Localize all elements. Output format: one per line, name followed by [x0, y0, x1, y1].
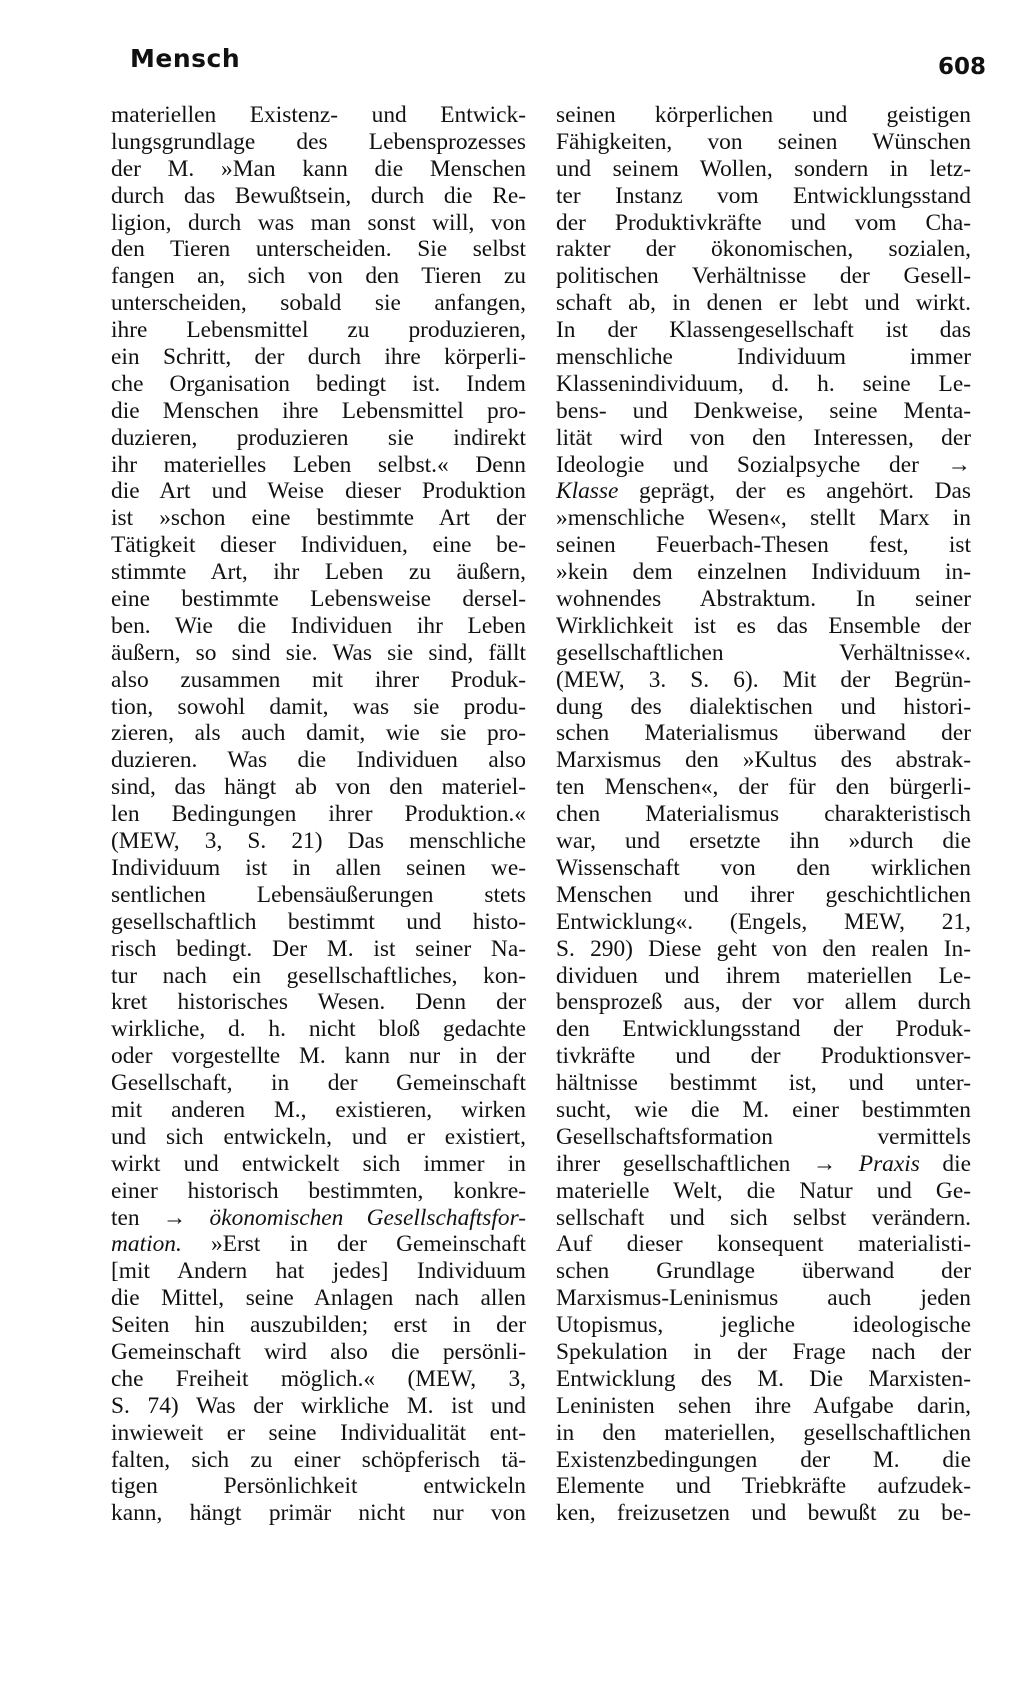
- text-line: äußern, so sind sie. Was sie sind, fällt: [111, 639, 526, 666]
- text-line: Utopismus, jegliche ideologische: [556, 1312, 971, 1339]
- text-line: seinen körperlichen und geistigen: [556, 102, 971, 128]
- text-line: [111, 1231, 526, 1258]
- text-line: zieren, als auch damit, wie sie pro-: [111, 720, 526, 747]
- text-line: den Entwicklungsstand der Produk-: [556, 1016, 971, 1043]
- text-line: schen Materialismus überwand der: [556, 720, 971, 747]
- text-line: menschliche Individuum immer: [556, 344, 971, 371]
- text-segment: die: [919, 1150, 971, 1177]
- text-line: sucht, wie die M. einer bestimmten: [556, 1096, 971, 1123]
- italic-term: Klasse: [556, 478, 619, 505]
- text-line: che Organisation bedingt ist. Indem: [111, 370, 526, 397]
- text-line: mit anderen M., existieren, wirken: [111, 1096, 526, 1123]
- text-line: Entwicklung des M. Die Marxisten-: [556, 1365, 971, 1392]
- text-line: Gemeinschaft wird also die persönli-: [111, 1338, 526, 1365]
- text-line: dung des dialektischen und histori-: [556, 693, 971, 720]
- text-line: Individuum ist in allen seinen we-: [111, 854, 526, 881]
- text-line: chen Materialismus charakteristisch: [556, 801, 971, 828]
- text-line: materielle Welt, die Natur und Ge-: [556, 1177, 971, 1204]
- text-line: ben. Wie die Individuen ihr Leben: [111, 612, 526, 639]
- text-line: durch das Bewußtsein, durch die Re-: [111, 182, 526, 209]
- text-line: wirkliche, d. h. nicht bloß gedachte: [111, 1016, 526, 1043]
- text-line: stimmte Art, ihr Leben zu äußern,: [111, 559, 526, 586]
- text-line: tion, sowohl damit, was sie produ-: [111, 693, 526, 720]
- text-line: der Produktivkräfte und vom Cha-: [556, 209, 971, 236]
- text-line: sind, das hängt ab von den materiel-: [111, 774, 526, 801]
- text-line: Gesellschaft, in der Gemeinschaft: [111, 1070, 526, 1097]
- text-line: [556, 1151, 971, 1178]
- text-line: rakter der ökonomischen, sozialen,: [556, 236, 971, 263]
- text-line: duzieren. Was die Individuen also: [111, 747, 526, 774]
- text-line: dividuen und ihrem materiellen Le-: [556, 962, 971, 989]
- text-line: tivkräfte und der Produktionsver-: [556, 1043, 971, 1070]
- text-segment: »Erst in der Gemeinschaft: [181, 1231, 526, 1258]
- text-line: schaft ab, in denen er lebt und wirkt.: [556, 290, 971, 317]
- text-line: gesellschaftlich bestimmt und histo-: [111, 908, 526, 935]
- text-line: ein Schritt, der durch ihre körperli-: [111, 344, 526, 371]
- text-line: die Art und Weise dieser Produktion: [111, 478, 526, 505]
- text-line: falten, sich zu einer schöpferisch tä-: [111, 1446, 526, 1473]
- text-line: bensprozeß aus, der vor allem durch: [556, 989, 971, 1016]
- text-line: kret historisches Wesen. Denn der: [111, 989, 526, 1016]
- text-line: schen Grundlage überwand der: [556, 1258, 971, 1285]
- text-line: S. 290) Diese geht von den realen In-: [556, 935, 971, 962]
- page-header: [130, 44, 986, 84]
- page-number: 608: [937, 54, 986, 80]
- text-line: seinen Feuerbach-Thesen fest, ist: [556, 532, 971, 559]
- text-line: politischen Verhältnisse der Gesell-: [556, 263, 971, 290]
- text-line: die Mittel, seine Anlagen nach allen: [111, 1285, 526, 1312]
- text-line: ligion, durch was man sonst will, von: [111, 209, 526, 236]
- text-line: kann, hängt primär nicht nur von: [111, 1500, 526, 1527]
- text-line: ken, freizusetzen und bewußt zu be-: [556, 1500, 971, 1527]
- text-line: Elemente und Triebkräfte aufzudek-: [556, 1473, 971, 1500]
- text-line: hältnisse bestimmt ist, und unter-: [556, 1070, 971, 1097]
- text-line: unterscheiden, sobald sie anfangen,: [111, 290, 526, 317]
- text-line: lungsgrundlage des Lebensprozesses: [111, 128, 526, 155]
- text-segment: ihrer gesellschaftlichen →: [556, 1150, 859, 1177]
- text-line: eine bestimmte Lebensweise dersel-: [111, 586, 526, 613]
- text-line: (MEW, 3, S. 21) Das menschliche: [111, 828, 526, 855]
- text-line: den Tieren unterscheiden. Sie selbst: [111, 236, 526, 263]
- text-line: ten Menschen«, der für den bürgerli-: [556, 774, 971, 801]
- text-line: »kein dem einzelnen Individuum in-: [556, 559, 971, 586]
- text-line: (MEW, 3. S. 6). Mit der Begrün-: [556, 666, 971, 693]
- text-line: [556, 478, 971, 505]
- text-line: risch bedingt. Der M. ist seiner Na-: [111, 935, 526, 962]
- text-segment: geprägt, der es angehört. Das: [618, 478, 971, 505]
- text-line: ter Instanz vom Entwicklungsstand: [556, 182, 971, 209]
- text-line: Tätigkeit dieser Individuen, eine be-: [111, 532, 526, 559]
- text-line: wohnendes Abstraktum. In seiner: [556, 586, 971, 613]
- text-line: In der Klassengesellschaft ist das: [556, 317, 971, 344]
- text-line: Marxismus den »Kultus des abstrak-: [556, 747, 971, 774]
- text-line: ist »schon eine bestimmte Art der: [111, 505, 526, 532]
- text-line: in den materiellen, gesellschaftlichen: [556, 1419, 971, 1446]
- text-line: Entwicklung«. (Engels, MEW, 21,: [556, 908, 971, 935]
- text-line: tur nach ein gesellschaftliches, kon-: [111, 962, 526, 989]
- text-line: len Bedingungen ihrer Produktion.«: [111, 801, 526, 828]
- text-line: wirkt und entwickelt sich immer in: [111, 1150, 526, 1177]
- text-line: [mit Andern hat jedes] Individuum: [111, 1258, 526, 1285]
- left-text-column: [111, 102, 526, 1527]
- text-line: ihr materielles Leben selbst.« Denn: [111, 451, 526, 478]
- text-line: Marxismus-Leninismus auch jeden: [556, 1285, 971, 1312]
- text-line: gesellschaftlichen Verhältnisse«.: [556, 639, 971, 666]
- text-line: [111, 1205, 526, 1232]
- text-line: Wissenschaft von den wirklichen: [556, 854, 971, 881]
- text-line: der M. »Man kann die Menschen: [111, 155, 526, 182]
- text-line: »menschliche Wesen«, stellt Marx in: [556, 505, 971, 532]
- text-line: duzieren, produzieren sie indirekt: [111, 424, 526, 451]
- text-line: also zusammen mit ihrer Produk-: [111, 666, 526, 693]
- text-line: Ideologie und Sozialpsyche der →: [556, 451, 971, 478]
- text-line: Leninisten sehen ihre Aufgabe darin,: [556, 1392, 971, 1419]
- text-line: Klassenindividuum, d. h. seine Le-: [556, 370, 971, 397]
- text-line: fangen an, sich von den Tieren zu: [111, 263, 526, 290]
- text-line: war, und ersetzte ihn »durch die: [556, 828, 971, 855]
- text-line: Spekulation in der Frage nach der: [556, 1338, 971, 1365]
- text-line: Fähigkeiten, von seinen Wünschen: [556, 128, 971, 155]
- text-line: tigen Persönlichkeit entwickeln: [111, 1473, 526, 1500]
- text-line: sentlichen Lebensäußerungen stets: [111, 881, 526, 908]
- text-line: ihre Lebensmittel zu produzieren,: [111, 317, 526, 344]
- text-line: Auf dieser konsequent materialisti-: [556, 1231, 971, 1258]
- text-segment: ten →: [111, 1204, 210, 1231]
- text-line: inwieweit er seine Individualität ent-: [111, 1419, 526, 1446]
- text-line: Menschen und ihrer geschichtlichen: [556, 881, 971, 908]
- text-line: und seinem Wollen, sondern in letz-: [556, 155, 971, 182]
- text-line: che Freiheit möglich.« (MEW, 3,: [111, 1365, 526, 1392]
- text-line: Gesellschaftsformation vermittels: [556, 1123, 971, 1150]
- italic-term: ökonomischen Gesellschaftsfor-: [209, 1204, 526, 1231]
- text-line: Wirklichkeit ist es das Ensemble der: [556, 612, 971, 639]
- text-line: und sich entwickeln, und er existiert,: [111, 1123, 526, 1150]
- text-line: oder vorgestellte M. kann nur in der: [111, 1043, 526, 1070]
- text-line: materiellen Existenz- und Entwick-: [111, 102, 526, 128]
- italic-term: Praxis: [858, 1150, 920, 1177]
- text-line: Existenzbedingungen der M. die: [556, 1446, 971, 1473]
- text-line: bens- und Denkweise, seine Menta-: [556, 397, 971, 424]
- right-text-column: [556, 102, 971, 1527]
- text-line: S. 74) Was der wirkliche M. ist und: [111, 1392, 526, 1419]
- text-line: einer historisch bestimmten, konkre-: [111, 1177, 526, 1204]
- italic-term: mation.: [111, 1231, 182, 1258]
- text-line: lität wird von den Interessen, der: [556, 424, 971, 451]
- running-head: Mensch: [130, 44, 241, 73]
- text-line: Seiten hin auszubilden; erst in der: [111, 1312, 526, 1339]
- text-line: die Menschen ihre Lebensmittel pro-: [111, 397, 526, 424]
- text-line: sellschaft und sich selbst verändern.: [556, 1204, 971, 1231]
